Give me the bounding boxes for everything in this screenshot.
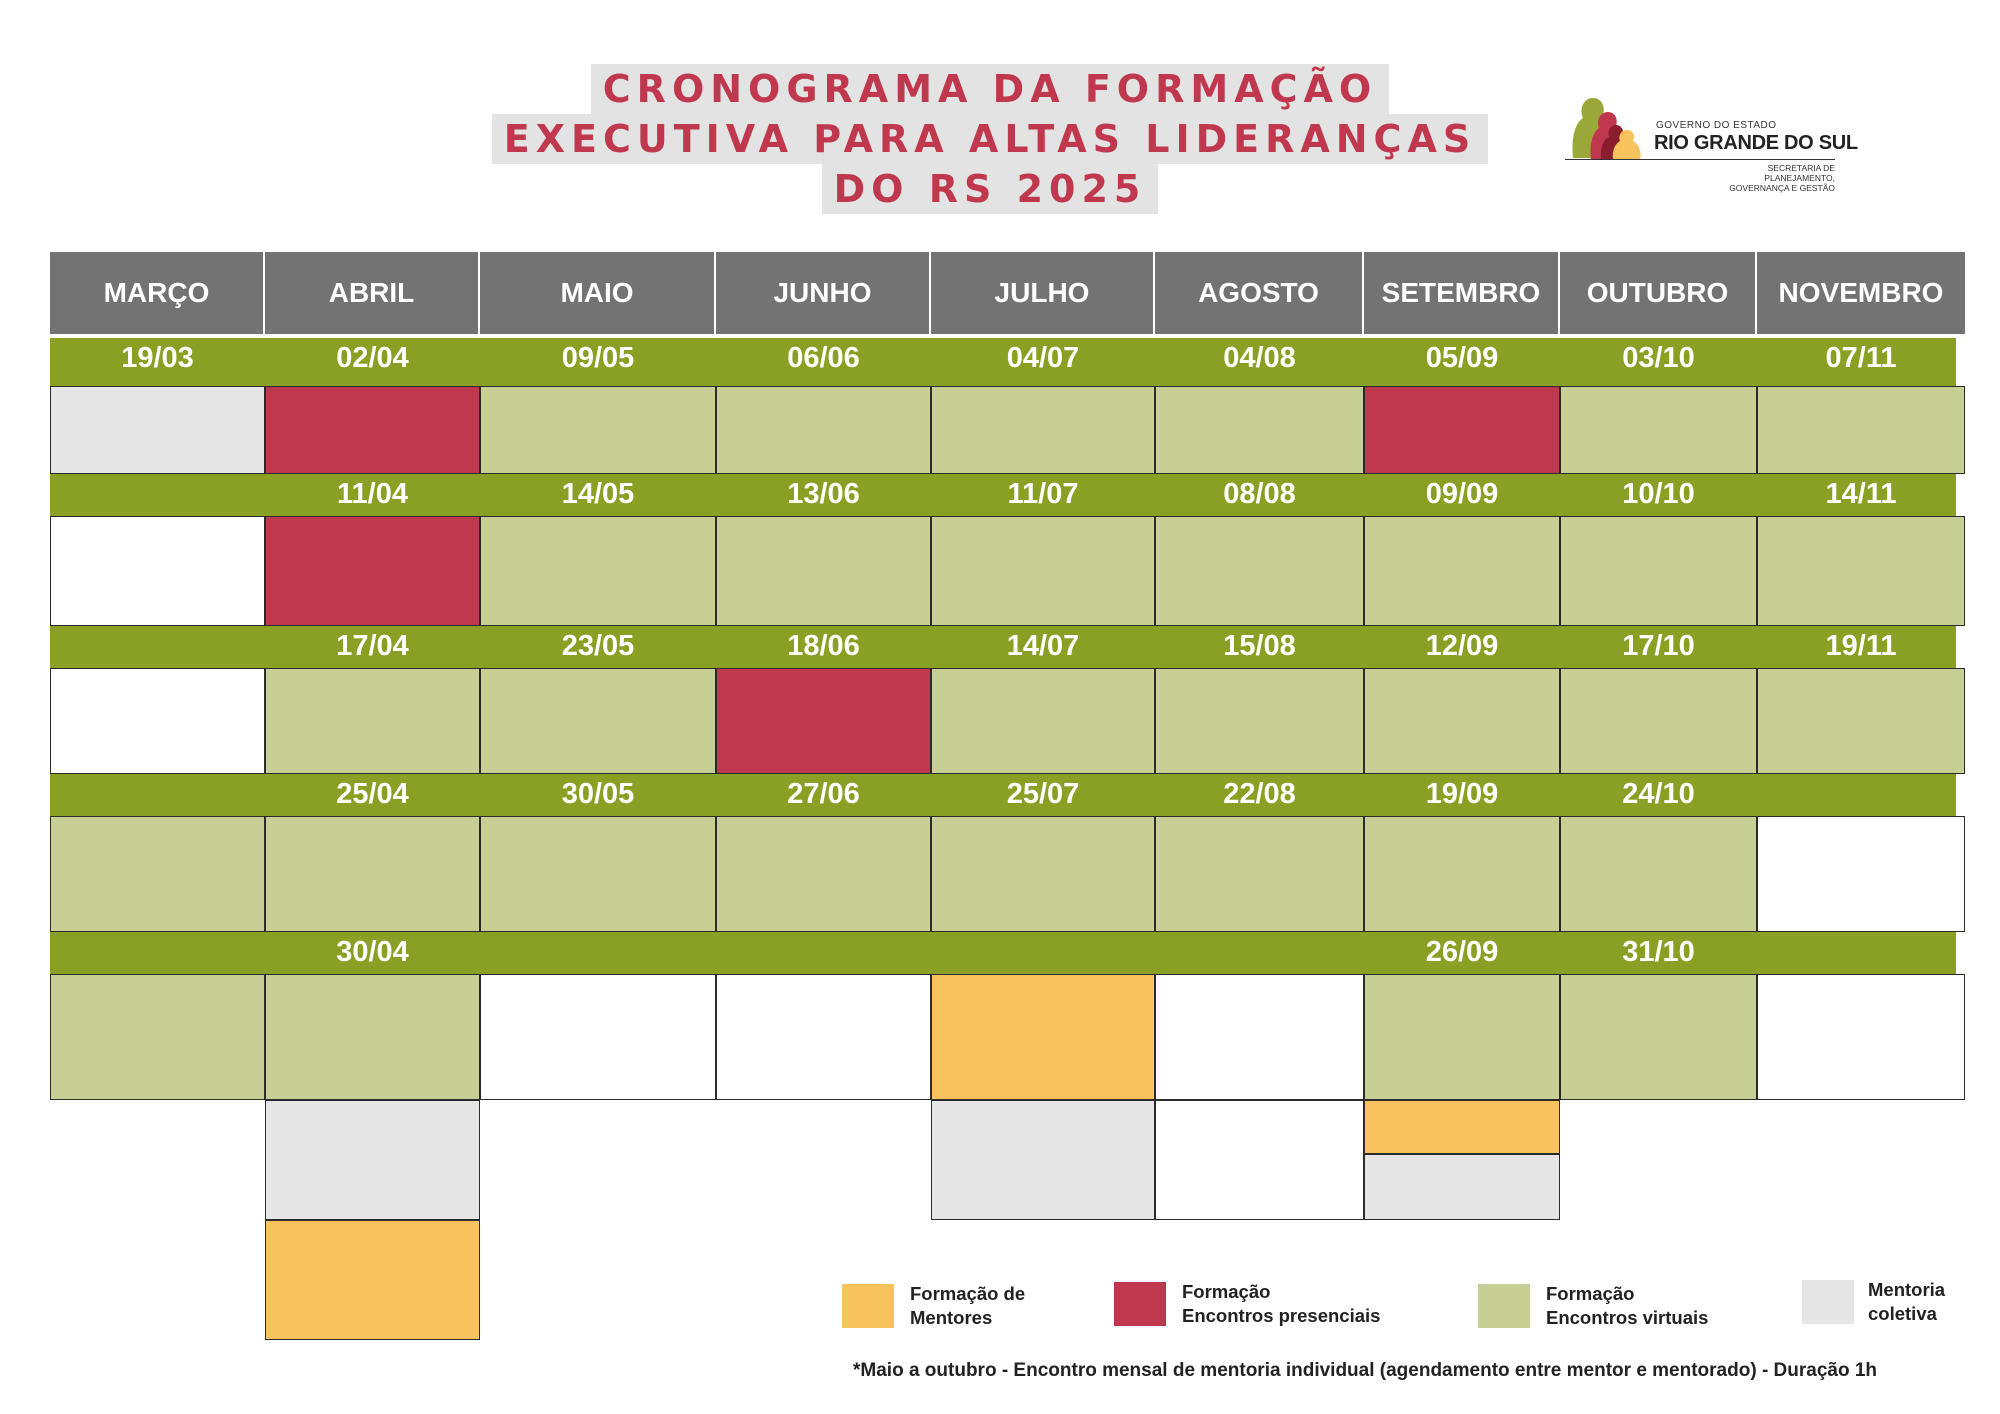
session-date: 27/06 bbox=[787, 778, 860, 810]
month-header: JUNHO bbox=[716, 252, 931, 334]
logo-caption-state: RIO GRANDE DO SUL bbox=[1654, 132, 1858, 154]
schedule-cell bbox=[1560, 668, 1757, 774]
session-date: 19/03 bbox=[121, 342, 194, 374]
session-date: 31/10 bbox=[1622, 936, 1695, 968]
schedule-cell bbox=[265, 516, 480, 626]
session-date: 13/06 bbox=[787, 478, 860, 510]
legend-label bbox=[1546, 1282, 1708, 1330]
session-date: 14/05 bbox=[561, 478, 635, 510]
schedule-cell bbox=[1155, 816, 1364, 932]
legend-swatch bbox=[842, 1284, 894, 1328]
extra-session-cell bbox=[265, 1220, 480, 1340]
session-date: 11/07 bbox=[1007, 478, 1079, 510]
title-line-2: EXECUTIVA PARA ALTAS LIDERANÇAS bbox=[492, 114, 1488, 164]
schedule-cell bbox=[1757, 974, 1965, 1100]
title-line-3: DO RS 2025 bbox=[822, 164, 1159, 214]
session-date: 11/04 bbox=[337, 478, 408, 510]
schedule-cell bbox=[1364, 668, 1560, 774]
extra-session-cell bbox=[265, 1100, 480, 1220]
session-date: 23/05 bbox=[561, 630, 635, 662]
session-date: 26/09 bbox=[1425, 936, 1499, 968]
session-date: 14/11 bbox=[1825, 478, 1897, 510]
schedule-cell bbox=[1757, 816, 1965, 932]
schedule-cell bbox=[931, 816, 1155, 932]
schedule-cell bbox=[265, 386, 480, 474]
schedule-cell bbox=[265, 816, 480, 932]
extra-session-cell bbox=[931, 1100, 1155, 1220]
schedule-cell bbox=[1560, 974, 1757, 1100]
schedule-cell bbox=[1364, 974, 1560, 1100]
session-date: 02/04 bbox=[336, 342, 409, 374]
session-date: 25/07 bbox=[1006, 778, 1080, 810]
legend-label-line: Formação bbox=[1182, 1281, 1271, 1302]
logo-secretariat-line-2: GOVERNANÇA E GESTÃO bbox=[1729, 183, 1835, 193]
schedule-cell bbox=[1560, 516, 1757, 626]
schedule-cell bbox=[1757, 516, 1965, 626]
legend-label-line: Mentoria bbox=[1868, 1279, 1946, 1300]
session-date: 12/09 bbox=[1425, 630, 1499, 662]
legend-label-line: Formação de bbox=[910, 1283, 1026, 1304]
session-date: 24/10 bbox=[1622, 778, 1695, 810]
schedule-cell bbox=[716, 516, 931, 626]
session-date: 17/04 bbox=[336, 630, 409, 662]
legend-label bbox=[1868, 1278, 1945, 1326]
schedule-cell bbox=[1560, 816, 1757, 932]
extra-session-cell bbox=[1364, 1100, 1560, 1154]
session-date: 19/09 bbox=[1425, 778, 1499, 810]
schedule-cell bbox=[1155, 386, 1364, 474]
title-line-1: CRONOGRAMA DA FORMAÇÃO bbox=[591, 64, 1389, 114]
session-date: 25/04 bbox=[336, 778, 409, 810]
schedule-cell bbox=[50, 516, 265, 626]
month-header: JULHO bbox=[931, 252, 1155, 334]
session-date: 10/10 bbox=[1622, 478, 1695, 510]
session-date: 03/10 bbox=[1622, 342, 1695, 374]
month-header: MAIO bbox=[480, 252, 716, 334]
legend-swatch bbox=[1114, 1282, 1166, 1326]
schedule-cell bbox=[480, 816, 716, 932]
schedule-cell bbox=[1757, 668, 1965, 774]
schedule-cell bbox=[931, 516, 1155, 626]
month-header: MARÇO bbox=[50, 252, 265, 334]
legend-label-line: Encontros presenciais bbox=[1182, 1305, 1381, 1326]
session-date: 17/10 bbox=[1622, 630, 1695, 662]
legend-label-line: coletiva bbox=[1868, 1303, 1937, 1324]
schedule-cell bbox=[50, 974, 265, 1100]
session-date: 05/09 bbox=[1425, 342, 1499, 374]
session-date: 14/07 bbox=[1006, 630, 1080, 662]
session-date: 04/07 bbox=[1006, 342, 1080, 374]
session-date: 09/05 bbox=[561, 342, 635, 374]
session-date: 15/08 bbox=[1223, 630, 1296, 662]
session-date: 08/08 bbox=[1223, 478, 1296, 510]
schedule-cell bbox=[1560, 386, 1757, 474]
schedule-cell bbox=[480, 516, 716, 626]
schedule-cell bbox=[1155, 516, 1364, 626]
legend-label-line: Encontros virtuais bbox=[1546, 1307, 1709, 1328]
extra-session-cell bbox=[1155, 1100, 1364, 1220]
legend-label-line: Formação bbox=[1546, 1283, 1635, 1304]
month-header: AGOSTO bbox=[1155, 252, 1364, 334]
schedule-cell bbox=[716, 668, 931, 774]
schedule-cell bbox=[931, 668, 1155, 774]
schedule-cell bbox=[480, 386, 716, 474]
schedule-cell bbox=[716, 386, 931, 474]
month-header: OUTUBRO bbox=[1560, 252, 1757, 334]
session-date: 04/08 bbox=[1223, 342, 1296, 374]
session-date: 07/11 bbox=[1825, 342, 1897, 374]
schedule-cell bbox=[1364, 386, 1560, 474]
schedule-cell bbox=[1364, 516, 1560, 626]
session-date: 18/06 bbox=[787, 630, 860, 662]
legend-swatch bbox=[1802, 1280, 1854, 1324]
session-date: 06/06 bbox=[787, 342, 860, 374]
schedule-cell bbox=[480, 668, 716, 774]
schedule-cell bbox=[1155, 974, 1364, 1100]
month-header: SETEMBRO bbox=[1364, 252, 1560, 334]
schedule-cell bbox=[1757, 386, 1965, 474]
legend-label bbox=[910, 1282, 1025, 1330]
session-date: 30/04 bbox=[336, 936, 409, 968]
schedule-cell bbox=[931, 974, 1155, 1100]
session-date: 30/05 bbox=[561, 778, 635, 810]
session-date: 19/11 bbox=[1825, 630, 1897, 662]
session-date: 09/09 bbox=[1425, 478, 1499, 510]
schedule-cell bbox=[265, 974, 480, 1100]
schedule-cell bbox=[1155, 668, 1364, 774]
logo-secretariat-line-1: SECRETARIA DE PLANEJAMENTO, bbox=[1764, 163, 1835, 183]
extra-session-cell bbox=[1364, 1154, 1560, 1220]
month-header: ABRIL bbox=[265, 252, 480, 334]
schedule-cell bbox=[50, 816, 265, 932]
schedule-cell bbox=[716, 974, 931, 1100]
legend-label bbox=[1182, 1280, 1380, 1328]
schedule-cell bbox=[716, 816, 931, 932]
legend-label-line: Mentores bbox=[910, 1307, 993, 1328]
logo-caption-top: GOVERNO DO ESTADO bbox=[1656, 120, 1777, 131]
schedule-cell bbox=[265, 668, 480, 774]
schedule-cell bbox=[480, 974, 716, 1100]
schedule-cell bbox=[931, 386, 1155, 474]
schedule-cell bbox=[50, 668, 265, 774]
legend-swatch bbox=[1478, 1284, 1530, 1328]
footnote: *Maio a outubro - Encontro mensal de mentoria individual (agendamento entre mentor e mentorado) - Duração 1h bbox=[853, 1360, 1878, 1381]
month-header: NOVEMBRO bbox=[1757, 252, 1965, 334]
schedule-cell bbox=[50, 386, 265, 474]
schedule-cell bbox=[1364, 816, 1560, 932]
session-date: 22/08 bbox=[1223, 778, 1296, 810]
